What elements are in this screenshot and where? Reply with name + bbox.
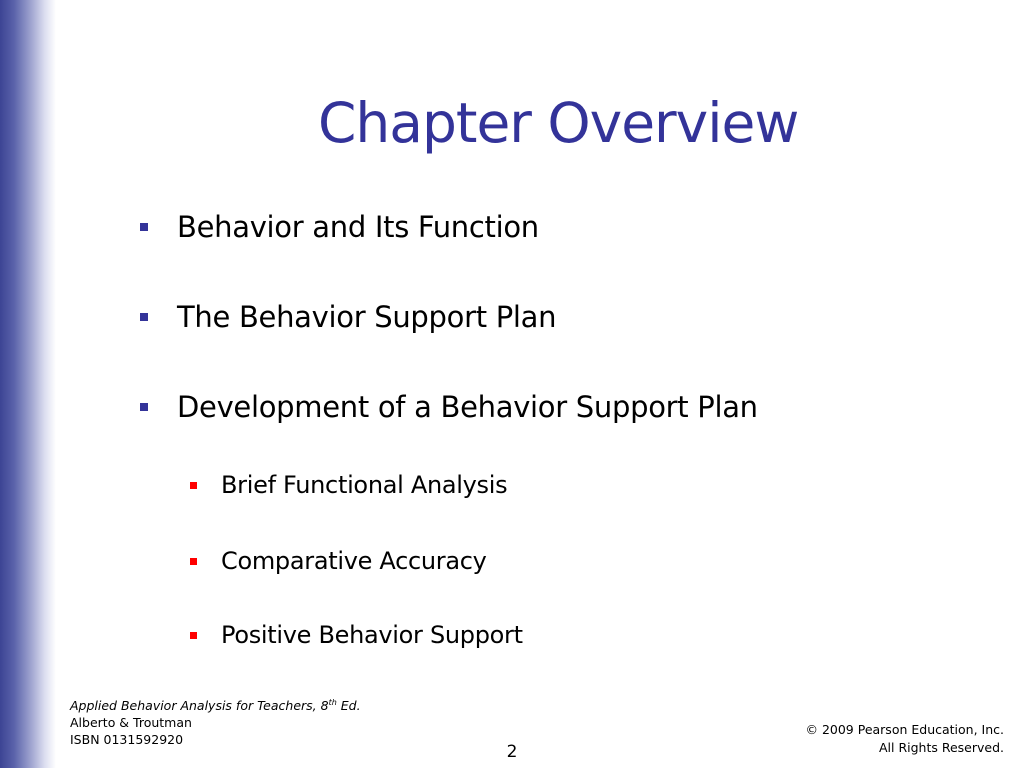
sub-bullet-text: Positive Behavior Support (221, 621, 523, 649)
authors: Alberto & Troutman (70, 715, 192, 730)
slide-title: Chapter Overview (318, 91, 799, 155)
book-title: Applied Behavior Analysis for Teachers, 8th Ed. (70, 697, 361, 713)
rights-text: All Rights Reserved. (878, 740, 1004, 755)
bullet-text: The Behavior Support Plan (177, 300, 557, 334)
sub-bullet-text: Brief Functional Analysis (221, 471, 508, 499)
sub-bullet-item (190, 547, 487, 575)
footer-copyright (805, 721, 1004, 757)
square-bullet-icon (140, 313, 148, 321)
bullet-text: Behavior and Its Function (177, 210, 539, 244)
sub-bullet-item (190, 471, 507, 499)
square-bullet-icon (190, 482, 197, 489)
square-bullet-icon (190, 632, 197, 639)
sub-bullet-text: Comparative Accuracy (221, 547, 487, 575)
isbn: ISBN 0131592920 (70, 732, 184, 747)
bullet-text: Development of a Behavior Support Plan (177, 390, 758, 424)
footer-citation (70, 697, 361, 748)
square-bullet-icon (140, 403, 148, 411)
bullet-item (140, 210, 539, 244)
square-bullet-icon (140, 223, 148, 231)
bullet-item (140, 300, 556, 334)
page-number: 2 (506, 742, 518, 762)
copyright-text: © 2009 Pearson Education, Inc. (805, 722, 1004, 737)
bullet-item (140, 390, 758, 424)
square-bullet-icon (190, 558, 197, 565)
side-gradient-band (0, 0, 56, 768)
sub-bullet-item (190, 621, 523, 649)
